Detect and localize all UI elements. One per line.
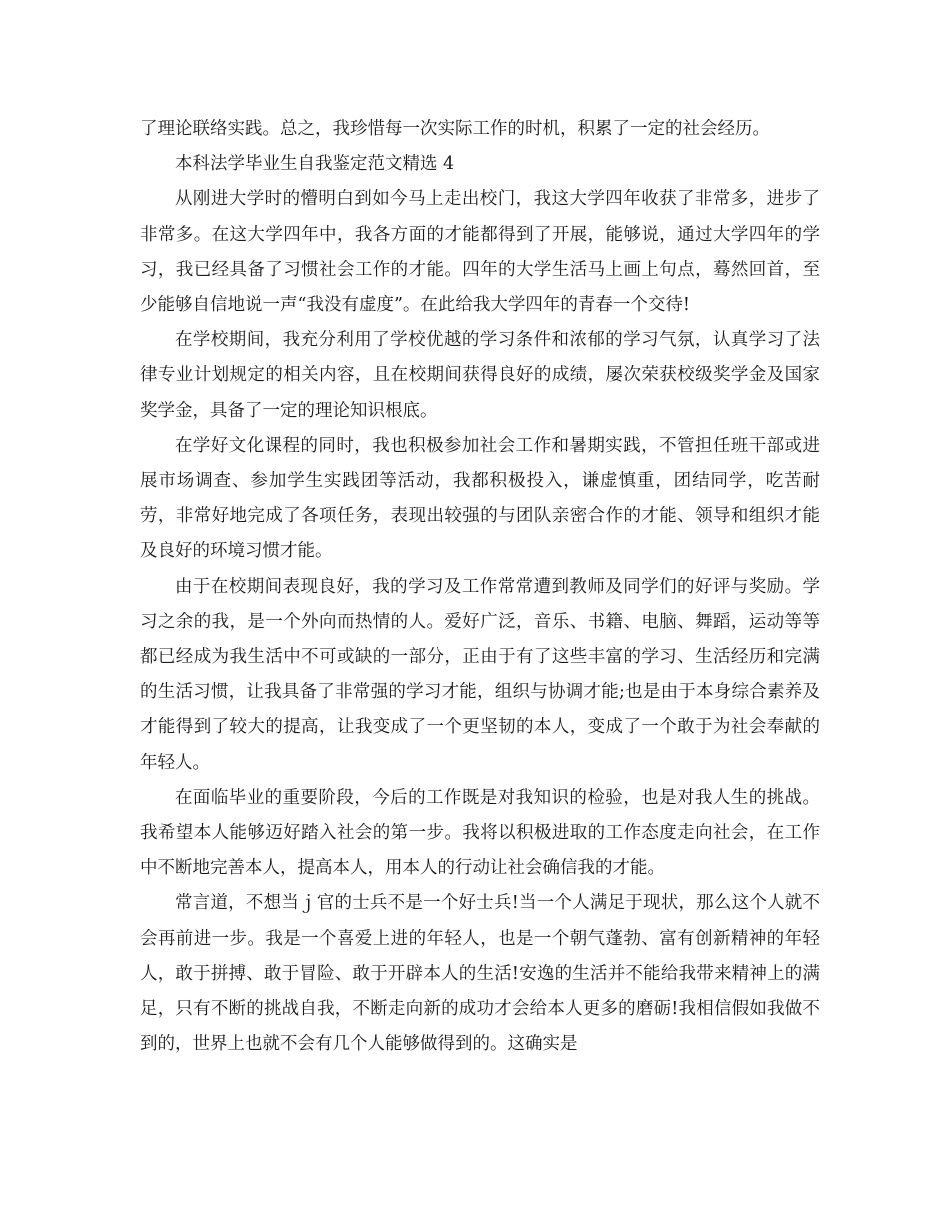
paragraph-ambition: 常言道，不想当ｊ官的士兵不是一个好士兵!当一个人满足于现状，那么这个人就不会再前进一步。我是一个喜爱上进的年轻人，也是一个朝气蓬勃、富有创新精神的年轻人，敢于拼搏、敢于冒险、敢于开辟本人的生活!安逸的生活并不能给我带来精神上的满足，只有不断的挑战自我，不断走向新的成功才会给本人更多的磨砺!我相信假如我做不到的，世界上也就不会有几个人能够做得到的。这确实是: [140, 893, 820, 1055]
document-body: [140, 112, 820, 1062]
paragraph-practice: 在学好文化课程的同时，我也积极参加社会工作和暑期实践，不管担任班干部或进展市场调查、参加学生实践团等活动，我都积极投入，谦虚慎重，团结同学，吃苦耐劳，非常好地完成了各项任务，表现出较强的与团队亲密合作的才能、领导和组织才能及良好的环境习惯才能。: [140, 435, 820, 562]
paragraph-study: 在学校期间，我充分利用了学校优越的学习条件和浓郁的学习气氛，认真学习了法律专业计划规定的相关内容，且在校期间获得良好的成绩，屡次荣获校级奖学金及国家奖学金，具备了一定的理论知识根底。: [140, 330, 820, 421]
paragraph-continuation: 了理论联络实践。总之，我珍惜每一次实际工作的时机，积累了一定的社会经历。: [140, 119, 770, 139]
section-title: 本科法学毕业生自我鉴定范文精选 4: [175, 154, 455, 175]
paragraph-personality: 由于在校期间表现良好，我的学习及工作常常遭到教师及同学们的好评与奖励。学习之余的我，是一个外向而热情的人。爱好广泛，音乐、书籍、电脑、舞蹈，运动等等都已经成为我生活中不可或缺的一部分，正由于有了这些丰富的学习、生活经历和完满的生活习惯，让我具备了非常强的学习才能，组织与协调才能;也是由于本身综合素养及才能得到了较大的提高，让我变成了一个更坚韧的本人，变成了一个敢于为社会奉献的年轻人。: [140, 576, 820, 773]
paragraph-graduation: 在面临毕业的重要阶段，今后的工作既是对我知识的检验，也是对我人生的挑战。我希望本人能够迈好踏入社会的第一步。我将以积极进取的工作态度走向社会，在工作中不断地完善本人，提高本人，用本人的行动让社会确信我的才能。: [140, 787, 820, 879]
paragraph-intro: 从刚进大学时的懵明白到如今马上走出校门，我这大学四年收获了非常多，进步了非常多。在这大学四年中，我各方面的才能都得到了开展，能够说，通过大学四年的学习，我已经具备了习惯社会工作的才能。四年的大学生活马上画上句点，蓦然回首，至少能够自信地说一声“我没有虚度”。在此给我大学四年的青春一个交待!: [140, 189, 820, 316]
